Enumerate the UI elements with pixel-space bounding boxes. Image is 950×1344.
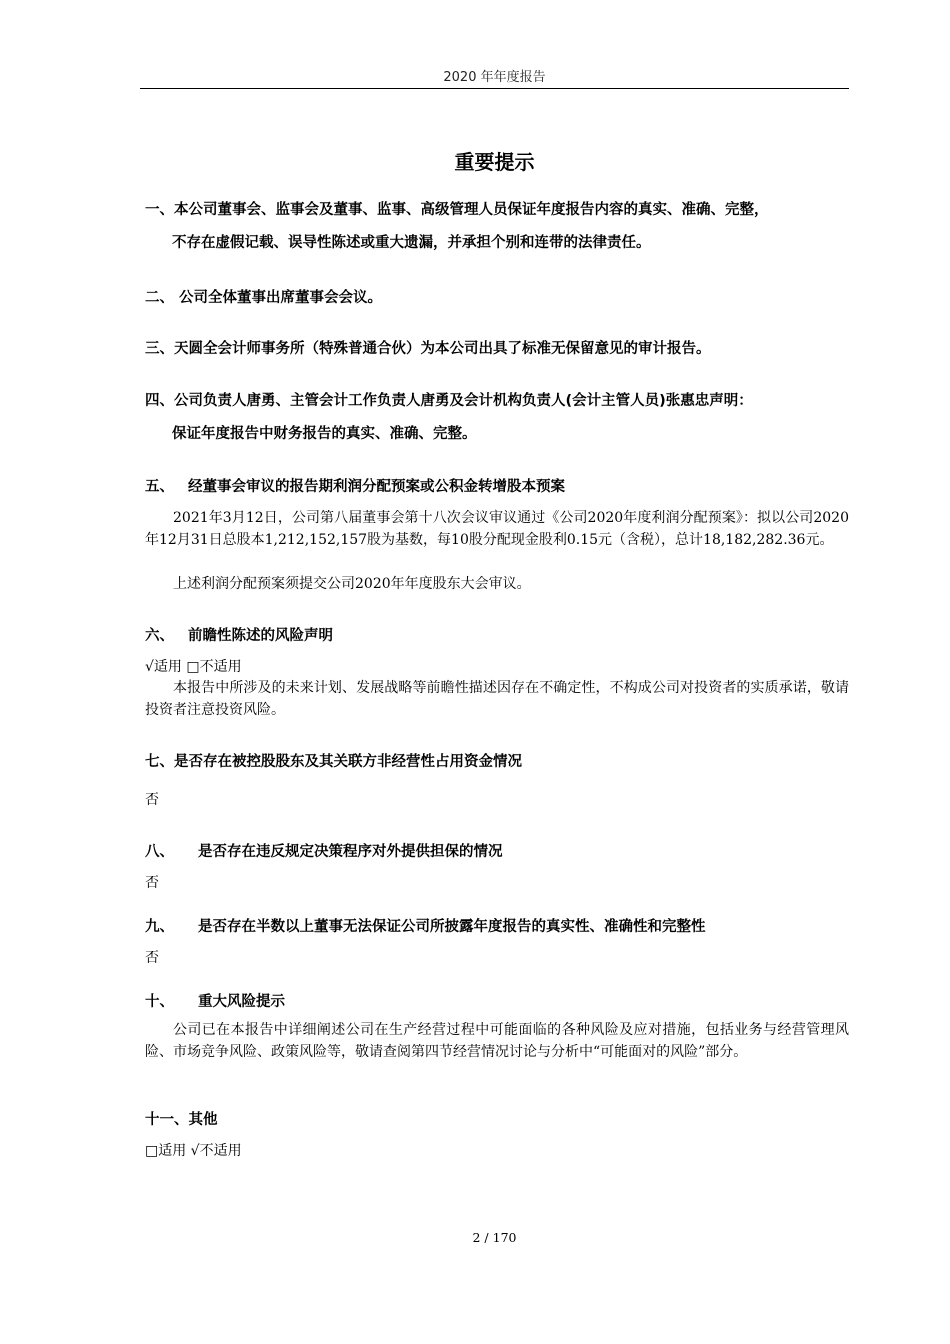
page-number: 2 / 170 [472,1230,517,1245]
section-10-para: 公司已在本报告中详细阐述公司在生产经营过程中可能面临的各种风险及应对措施，包括业务与经营管理风险、市场竞争风险、政策风险等，敬请查阅第四节经营情况讨论与分析中“可能面对的风险”部分。 [145,1022,849,1060]
running-header: 2020 年年度报告 [443,70,546,85]
section-11-applicable: □适用 √不适用 [145,1143,242,1159]
section-8-answer: 否 [145,875,159,891]
section-4-line2: 保证年度报告中财务报告的真实、准确、完整。 [172,426,477,442]
section-5-para1: 2021年3月12日，公司第八届董事会第十八次会议审议通过《公司2020年度利润分配预案》：拟以公司2020年12月31日总股本1,212,152,157股为基数，每10股分配现金股利0.15元（含税），总计18,182,282.36元。 [145,510,849,548]
section-9-number: 九、 [145,919,174,935]
section-6-title: 前瞻性陈述的风险声明 [188,628,333,644]
section-6-heading [145,624,333,645]
header-rule [140,88,849,89]
section-5-number: 五、 [145,479,174,495]
page-title: 重要提示 [454,150,535,174]
section-11-heading: 十一、其他 [145,1112,218,1128]
section-6-para: 本报告中所涉及的未来计划、发展战略等前瞻性描述因存在不确定性，不构成公司对投资者的实质承诺，敬请投资者注意投资风险。 [145,680,849,718]
section-1-line1: 一、本公司董事会、监事会及董事、监事、高级管理人员保证年度报告内容的真实、准确、完整， [145,202,769,218]
section-9-title: 是否存在半数以上董事无法保证公司所披露年度报告的真实性、准确性和完整性 [198,919,706,935]
section-8-heading [145,840,503,861]
section-7-heading: 七、是否存在被控股股东及其关联方非经营性占用资金情况 [145,754,522,770]
section-7-answer: 否 [145,792,159,808]
section-10-heading [145,990,285,1011]
section-6-number: 六、 [145,628,174,644]
section-6-applicable: √适用 □不适用 [145,659,242,675]
section-8-number: 八、 [145,844,174,860]
section-5-heading [145,475,565,496]
section-5-para2: 上述利润分配预案须提交公司2020年年度股东大会审议。 [173,576,531,592]
section-1-line2: 不存在虚假记载、误导性陈述或重大遗漏，并承担个别和连带的法律责任。 [172,235,651,251]
section-10-title: 重大风险提示 [198,994,285,1010]
section-3: 三、天圆全会计师事务所（特殊普通合伙）为本公司出具了标准无保留意见的审计报告。 [145,341,711,357]
section-2: 二、 公司全体董事出席董事会会议。 [145,290,383,306]
section-10-number: 十、 [145,994,174,1010]
section-8-title: 是否存在违反规定决策程序对外提供担保的情况 [198,844,503,860]
section-9-heading [145,915,706,936]
section-9-answer: 否 [145,950,159,966]
section-4-line1: 四、公司负责人唐勇、主管会计工作负责人唐勇及会计机构负责人(会计主管人员)张惠忠声明： [145,393,753,409]
section-5-title: 经董事会审议的报告期利润分配预案或公积金转增股本预案 [188,479,565,495]
